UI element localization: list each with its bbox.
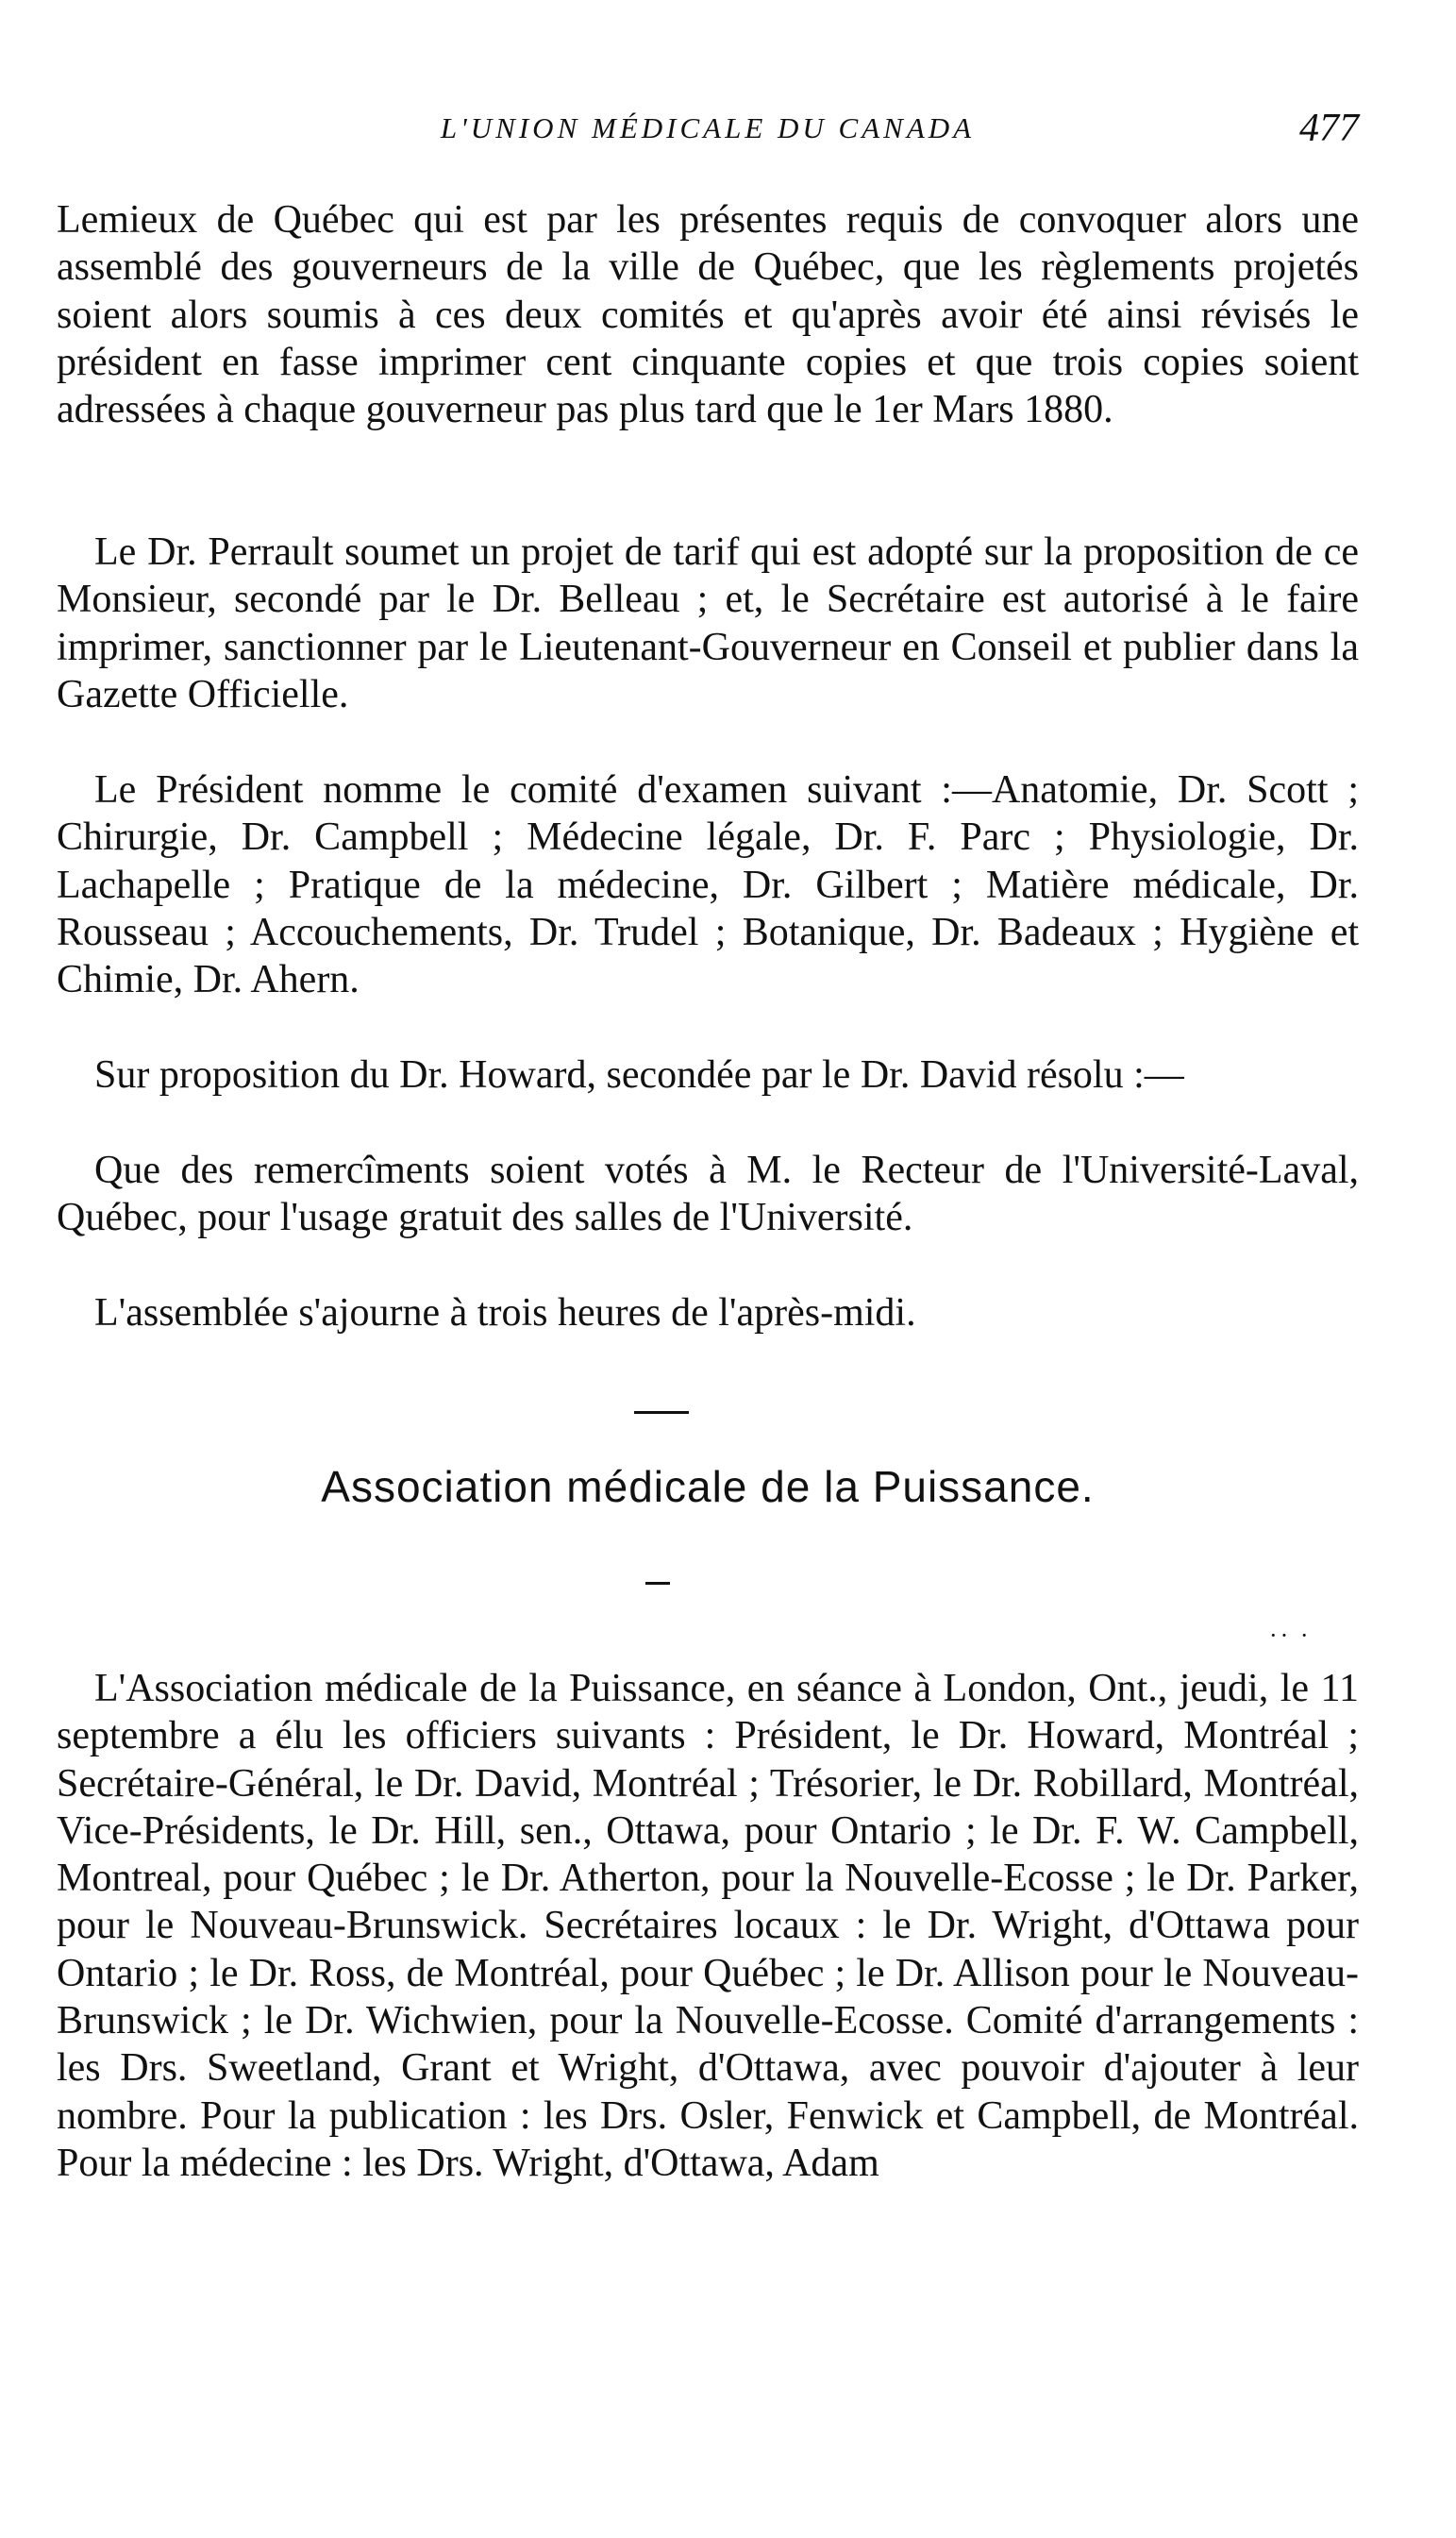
printer-mark: ·· · [1269, 1622, 1312, 1649]
paragraph-text: Sur proposition du Dr. Howard, secondée par le Dr. David résolu :— [94, 1053, 1184, 1097]
page-number: 477 [1299, 107, 1359, 150]
running-header [57, 107, 1359, 168]
paragraph-association-officers [57, 1665, 1359, 2187]
paragraph-ajournement [57, 1289, 1359, 1336]
title-underline-rule [645, 1582, 670, 1585]
section-title: Association médicale de la Puissance. [321, 1462, 1095, 1511]
paragraph-proposition [57, 1051, 1359, 1099]
paragraph-text: L'Association médicale de la Puissance, en séance à London, Ont., jeudi, le 11 septembre a élu les officiers suivants : Président, le Dr. Howard, Montréal ; Secrétaire-Général, le Dr. David, Montréal ; Trésorier, le Dr. Robillard, Montréal, Vice-Présidents, le Dr. Hill, sen., Ottawa, pour Ontario ; le Dr. F. W. Campbell, Montreal, pour Québec ; le Dr. Atherton, pour la Nouvelle-Ecosse ; le Dr. Parker, pour le Nouveau-Brunswick. Secrétaires locaux : le Dr. Wright, d'Ottawa pour Ontario ; le Dr. Ross, de Montréal, pour Québec ; le Dr. Allison pour le Nouveau-Brunswick ; le Dr. Wichwien, pour la Nouvelle-Ecosse. Comité d'arrangements : les Drs. Sweetland, Grant et Wright, d'Ottawa, avec pouvoir d'ajouter à leur nombre. Pour la publication : les Drs. Osler, Fenwick et Campbell, de Montréal. Pour la médecine : les Drs. Wright, d'Ottawa, Adam [57, 1667, 1359, 2185]
paragraph-text: Que des remercîments soient votés à M. le Recteur de l'Université-Laval, Québec, pour l'usage gratuit des salles de l'Université. [57, 1149, 1359, 1240]
journal-title: L'UNION MÉDICALE DU CANADA [440, 111, 976, 144]
paragraph-text: Le Président nomme le comité d'examen suivant :—Anatomie, Dr. Scott ; Chirurgie, Dr. Campbell ; Médecine légale, Dr. F. Parc ; Physiologie, Dr. Lachapelle ; Pratique de la médecine, Dr. Gilbert ; Matière médicale, Dr. Rousseau ; Accouchements, Dr. Trudel ; Botanique, Dr. Badeaux ; Hygiène et Chimie, Dr. Ahern. [57, 768, 1359, 1002]
section-divider-rule [634, 1411, 689, 1414]
paragraph-tarif [57, 529, 1359, 718]
paragraph-comite-examen [57, 766, 1359, 1003]
paragraph-text: Lemieux de Québec qui est par les présentes requis de convoquer alors une assemblé des gouverneurs de la ville de Québec, que les règlements projetés soient alors soumis à ces deux comités et qu'après avoir été ainsi révisés le président en fasse imprimer cent cinquante copies et que trois copies soient adressées à chaque gouverneur pas plus tard que le 1er Mars 1880. [57, 198, 1359, 432]
paragraph-continuation [57, 196, 1359, 433]
paragraph-text: Le Dr. Perrault soumet un projet de tarif qui est adopté sur la proposition de ce Monsieur, secondé par le Dr. Belleau ; et, le Secrétaire est autorisé à le faire imprimer, sanctionner par le Lieutenant-Gouverneur en Conseil et publier dans la Gazette Officielle. [57, 530, 1359, 716]
paragraph-text: L'assemblée s'ajourne à trois heures de l'après-midi. [94, 1291, 916, 1335]
paragraph-remerciments [57, 1147, 1359, 1242]
